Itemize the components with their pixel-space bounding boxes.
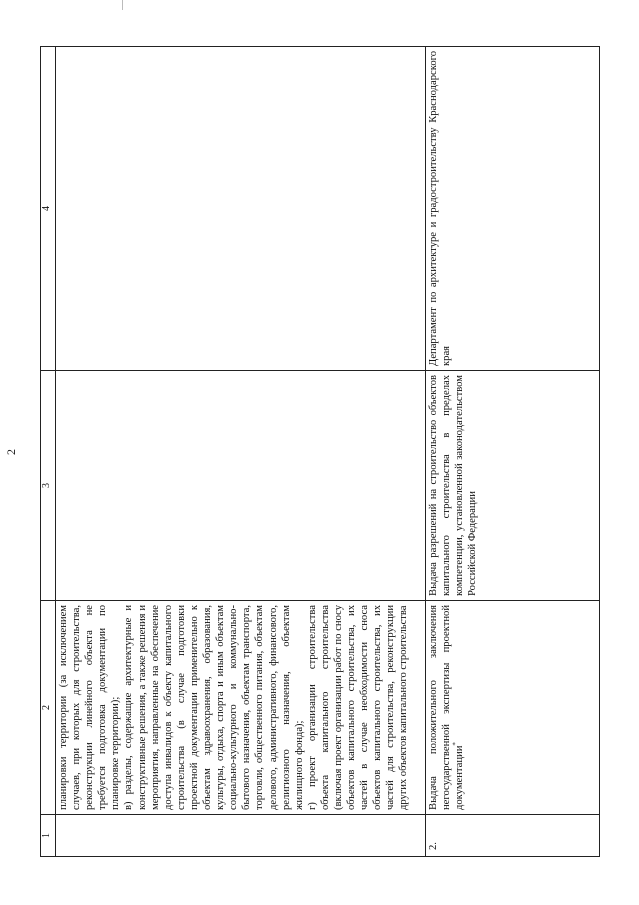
row-2-document-mark: * (451, 742, 460, 746)
header-col-4: 4 (41, 47, 56, 371)
header-col-1: 1 (41, 815, 56, 857)
documents-table (40, 46, 600, 857)
header-col-2: 2 (41, 601, 56, 815)
rotated-page (4, 47, 600, 857)
page-number: 2 (4, 449, 18, 455)
continuation-number-cell (56, 815, 426, 857)
continuation-para-3: г) проект организации строительства объекта капитального строительства (включая проект организации работ по сносу объектов капитального строительства, их частей в случае необходимости сноса объектов капитального строительства, их частей для строительства, реконструкции других объектов капитального строительства (306, 605, 410, 810)
continuation-document-cell (56, 601, 426, 815)
table-row-2 (426, 47, 600, 857)
row-2-service: Выдача разрешений на строительство объектов капитального строительства в пределах компетенции, установленной законодательством Российской Федерации (426, 371, 600, 601)
row-2-document (426, 601, 600, 815)
scan-mark (122, 0, 123, 10)
continuation-authority-cell (56, 47, 426, 371)
row-2-authority: Департамент по архитектуре и градостроительству Краснодарского края (426, 47, 600, 371)
continuation-row (56, 47, 426, 857)
continuation-para-1: планировки территории (за исключением случаев, при которых для строительства, реконструкции линейного объекта не требуется подготовка документации по планировке территории); (58, 605, 122, 810)
row-2-number: 2. (426, 815, 600, 857)
header-col-3: 3 (41, 371, 56, 601)
continuation-service-cell (56, 371, 426, 601)
header-row (41, 47, 56, 857)
row-2-document-text: Выдача положительного заключения негосударственной экспертизы проектной документации (428, 605, 466, 810)
continuation-para-2: в) разделы, содержащие архитектурные и конструктивные решения, а также решения и мероприятия, направленные на обеспечение доступа инвалидов к объекту капитального строительства (в случае подготовки проектной документации применительно к объектам здравоохранения, образования, культуры, отдыха, спорта и иным объектам социально-культурного и коммунально-бытового назначения, объектам транспорта, торговли, общественного питания, объектам делового, административного, финансового, религиозного назначения, объектам жилищного фонда); (123, 605, 305, 810)
